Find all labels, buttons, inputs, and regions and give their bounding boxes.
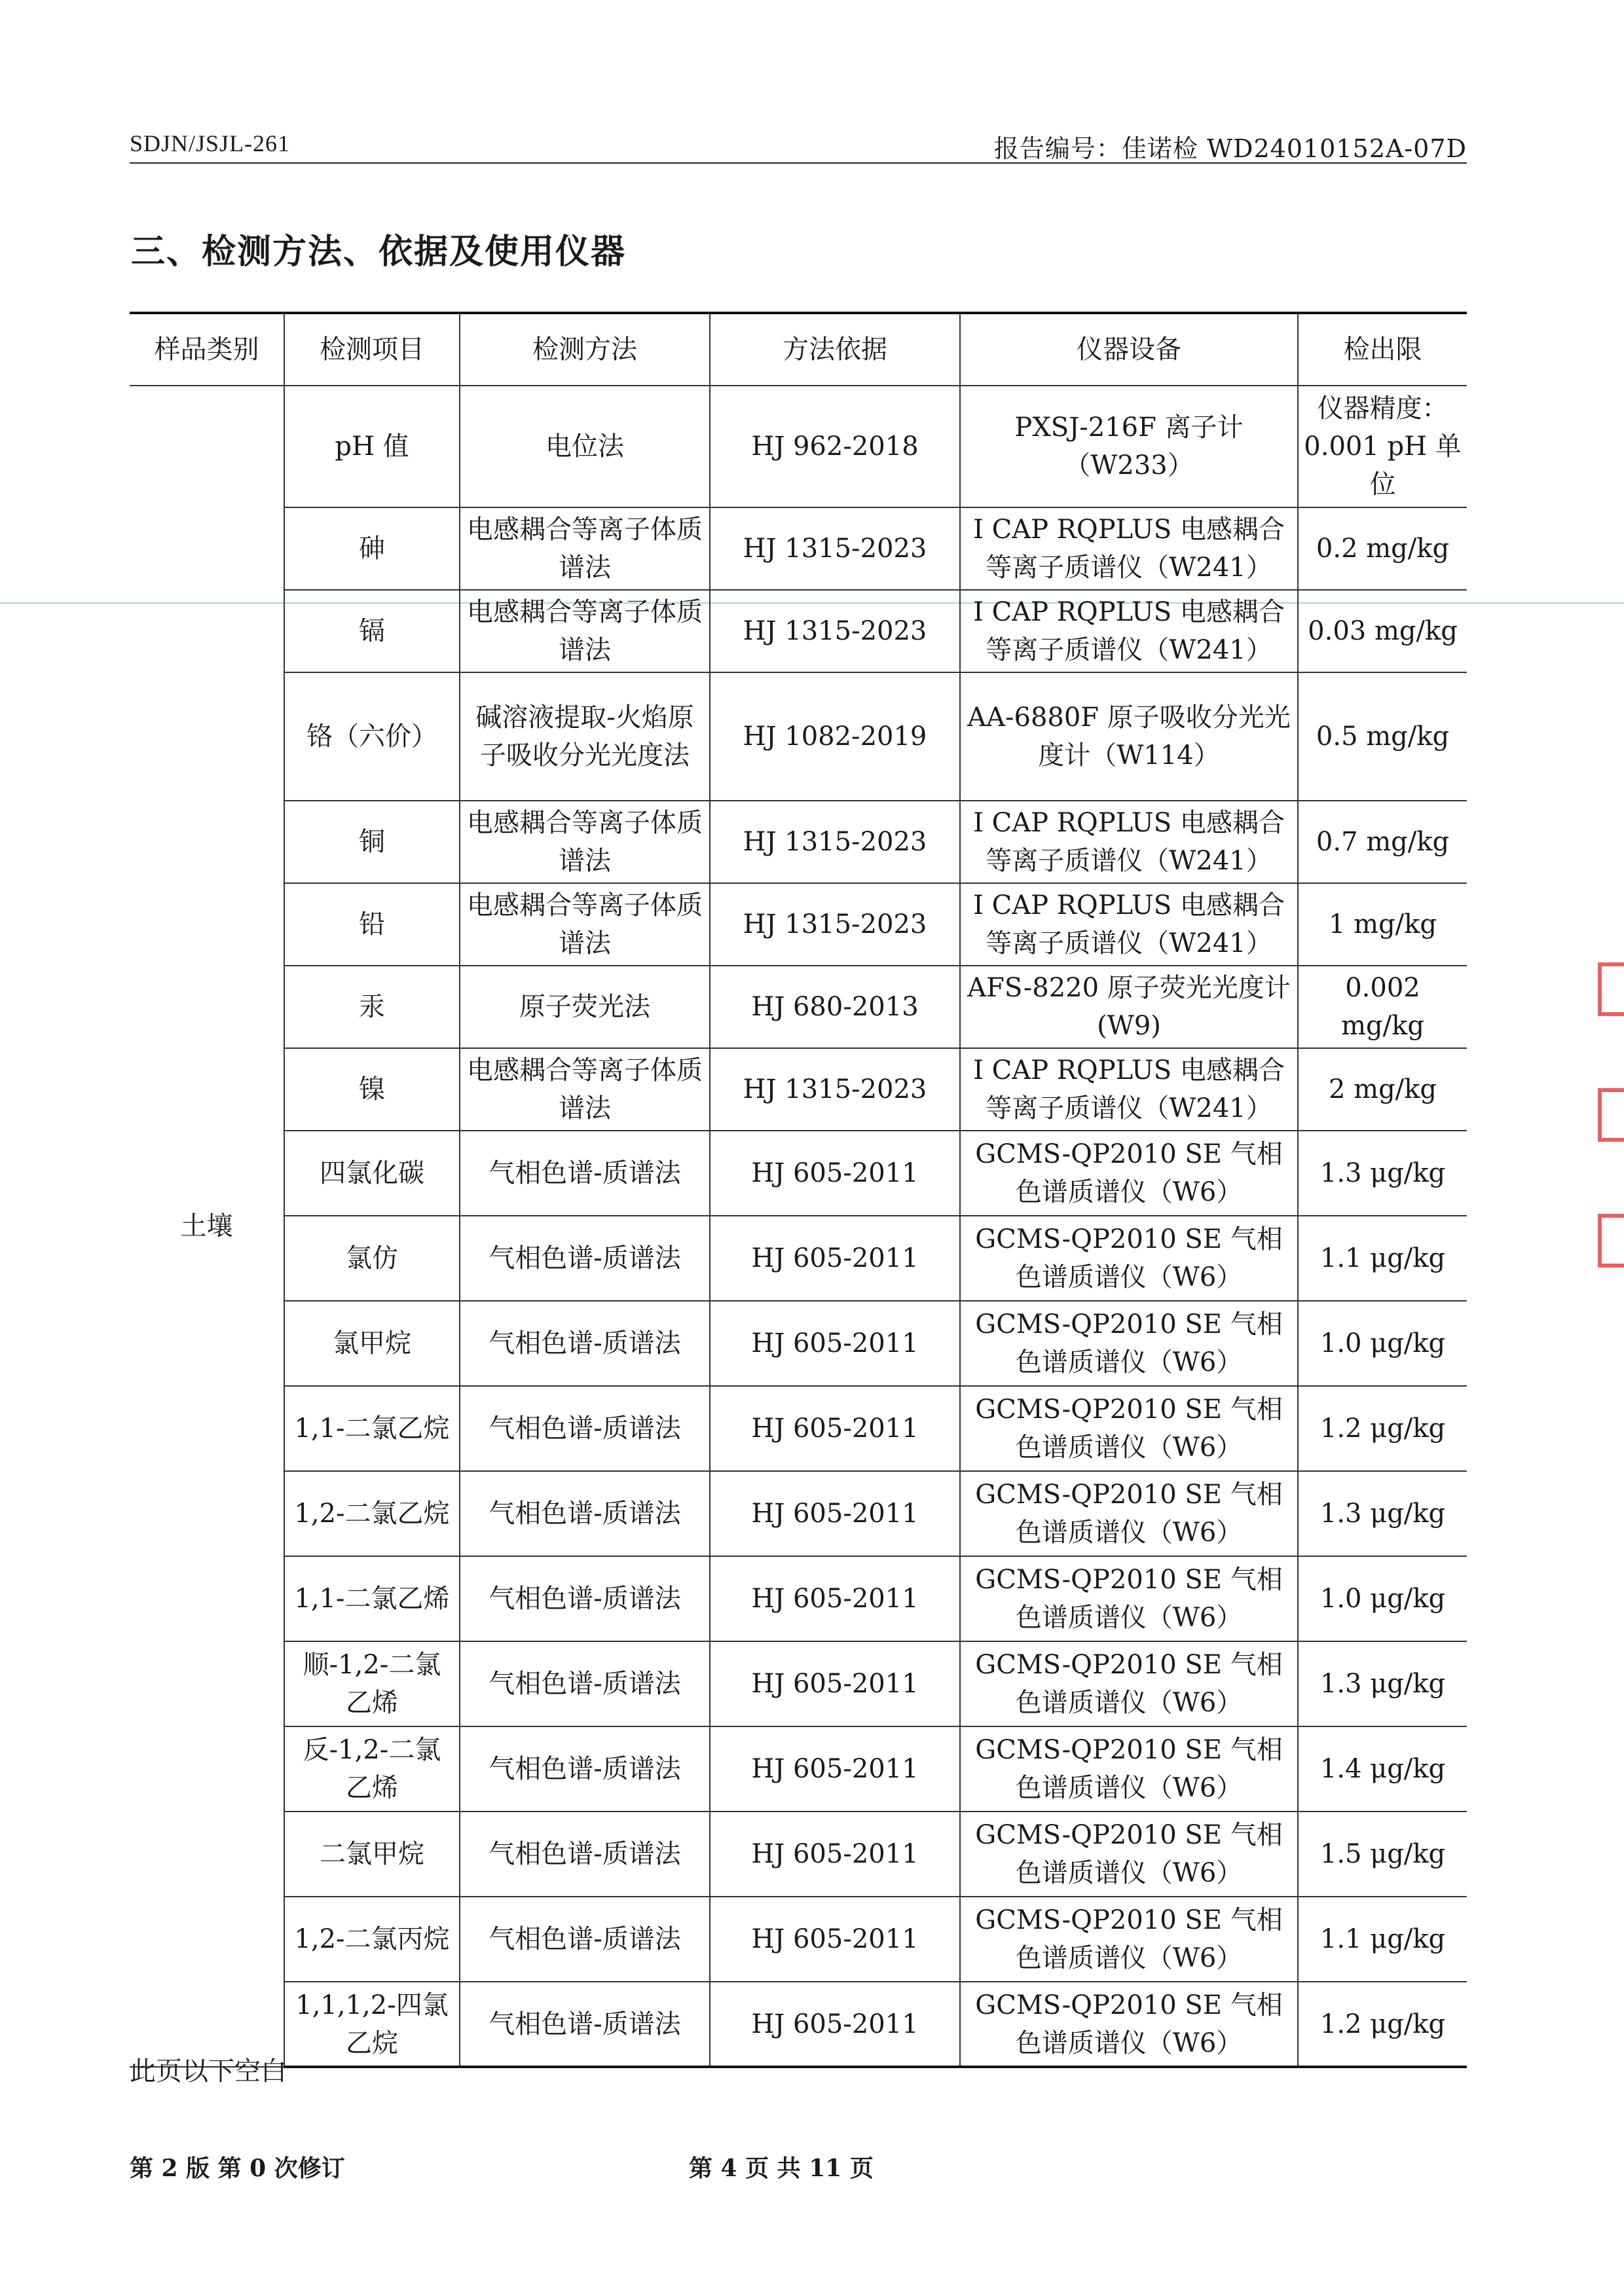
- column-header: 检出限: [1298, 313, 1467, 386]
- table-row: [130, 883, 1467, 966]
- table-row: [130, 1982, 1467, 2067]
- methods-table: [130, 312, 1467, 2068]
- instrument-cell: GCMS-QP2010 SE 气相色谱质谱仪（W6）: [960, 1812, 1298, 1897]
- basis-cell: HJ 605-2011: [710, 1726, 960, 1812]
- item-cell: 铬（六价）: [284, 672, 460, 801]
- item-cell: 顺-1,2-二氯乙烯: [284, 1641, 460, 1726]
- method-cell: 碱溶液提取-火焰原子吸收分光光度法: [460, 672, 710, 801]
- instrument-cell: PXSJ-216F 离子计（W233）: [960, 386, 1298, 507]
- limit-cell: 1 mg/kg: [1298, 883, 1467, 966]
- instrument-cell: GCMS-QP2010 SE 气相色谱质谱仪（W6）: [960, 1216, 1298, 1301]
- item-cell: pH 值: [284, 386, 460, 507]
- basis-cell: HJ 1315-2023: [710, 590, 960, 672]
- limit-cell: 1.2 μg/kg: [1298, 1386, 1467, 1471]
- table-row: [130, 1386, 1467, 1471]
- instrument-cell: GCMS-QP2010 SE 气相色谱质谱仪（W6）: [960, 1982, 1298, 2067]
- method-cell: 气相色谱-质谱法: [460, 1641, 710, 1726]
- item-cell: 二氯甲烷: [284, 1812, 460, 1897]
- table-row: [130, 1131, 1467, 1216]
- item-cell: 氯仿: [284, 1216, 460, 1301]
- instrument-cell: GCMS-QP2010 SE 气相色谱质谱仪（W6）: [960, 1897, 1298, 1982]
- basis-cell: HJ 962-2018: [710, 386, 960, 507]
- limit-cell: 仪器精度：0.001 pH 单位: [1298, 386, 1467, 507]
- item-cell: 1,2-二氯乙烷: [284, 1471, 460, 1556]
- instrument-cell: GCMS-QP2010 SE 气相色谱质谱仪（W6）: [960, 1641, 1298, 1726]
- item-cell: 镉: [284, 590, 460, 672]
- basis-cell: HJ 605-2011: [710, 1301, 960, 1386]
- instrument-cell: I CAP RQPLUS 电感耦合等离子质谱仪（W241）: [960, 801, 1298, 883]
- method-cell: 气相色谱-质谱法: [460, 1471, 710, 1556]
- limit-cell: 1.3 μg/kg: [1298, 1641, 1467, 1726]
- method-cell: 电感耦合等离子体质谱法: [460, 507, 710, 590]
- item-cell: 铜: [284, 801, 460, 883]
- table-row: [130, 672, 1467, 801]
- table-header-row: [130, 313, 1467, 386]
- basis-cell: HJ 1315-2023: [710, 801, 960, 883]
- method-cell: 电感耦合等离子体质谱法: [460, 590, 710, 672]
- method-cell: 气相色谱-质谱法: [460, 1301, 710, 1386]
- table-row: [130, 1726, 1467, 1812]
- instrument-cell: GCMS-QP2010 SE 气相色谱质谱仪（W6）: [960, 1556, 1298, 1641]
- basis-cell: HJ 1315-2023: [710, 507, 960, 590]
- table-row: [130, 1048, 1467, 1131]
- limit-cell: 1.3 μg/kg: [1298, 1471, 1467, 1556]
- header-divider: [130, 162, 1467, 164]
- item-cell: 汞: [284, 966, 460, 1048]
- table-row: [130, 801, 1467, 883]
- table-row: [130, 590, 1467, 672]
- item-cell: 砷: [284, 507, 460, 590]
- column-header: 样品类别: [130, 313, 284, 386]
- limit-cell: 1.1 μg/kg: [1298, 1216, 1467, 1301]
- method-cell: 电位法: [460, 386, 710, 507]
- basis-cell: HJ 605-2011: [710, 1556, 960, 1641]
- method-cell: 气相色谱-质谱法: [460, 1726, 710, 1812]
- basis-cell: HJ 605-2011: [710, 1471, 960, 1556]
- column-header: 检测项目: [284, 313, 460, 386]
- basis-cell: HJ 680-2013: [710, 966, 960, 1048]
- section-title: 三、检测方法、依据及使用仪器: [131, 232, 627, 272]
- method-cell: 电感耦合等离子体质谱法: [460, 1048, 710, 1131]
- limit-cell: 1.0 μg/kg: [1298, 1556, 1467, 1641]
- limit-cell: 2 mg/kg: [1298, 1048, 1467, 1131]
- limit-cell: 0.2 mg/kg: [1298, 507, 1467, 590]
- method-cell: 气相色谱-质谱法: [460, 1556, 710, 1641]
- basis-cell: HJ 1315-2023: [710, 883, 960, 966]
- limit-cell: 0.002 mg/kg: [1298, 966, 1467, 1048]
- blank-page-note: 此页以下空白: [130, 2056, 287, 2086]
- instrument-cell: GCMS-QP2010 SE 气相色谱质谱仪（W6）: [960, 1726, 1298, 1812]
- table-row: [130, 507, 1467, 590]
- basis-cell: HJ 1315-2023: [710, 1048, 960, 1131]
- revision-note: 第 2 版 第 0 次修订: [130, 2155, 345, 2182]
- table-row: [130, 966, 1467, 1048]
- limit-cell: 1.2 μg/kg: [1298, 1982, 1467, 2067]
- report-number: 报告编号：佳诺检 WD24010152A-07D: [993, 134, 1467, 163]
- table-row: [130, 1897, 1467, 1982]
- table-row: [130, 386, 1467, 507]
- table-row: [130, 1556, 1467, 1641]
- table-row: [130, 1216, 1467, 1301]
- item-cell: 1,1-二氯乙烯: [284, 1556, 460, 1641]
- method-cell: 气相色谱-质谱法: [460, 1982, 710, 2067]
- table-row: [130, 1641, 1467, 1726]
- basis-cell: HJ 605-2011: [710, 1897, 960, 1982]
- limit-cell: 1.4 μg/kg: [1298, 1726, 1467, 1812]
- column-header: 方法依据: [710, 313, 960, 386]
- item-cell: 铅: [284, 883, 460, 966]
- limit-cell: 1.1 μg/kg: [1298, 1897, 1467, 1982]
- method-cell: 气相色谱-质谱法: [460, 1386, 710, 1471]
- item-cell: 1,1,1,2-四氯乙烷: [284, 1982, 460, 2067]
- basis-cell: HJ 605-2011: [710, 1216, 960, 1301]
- sample-category-cell: 土壤: [130, 386, 284, 2067]
- basis-cell: HJ 605-2011: [710, 1982, 960, 2067]
- item-cell: 四氯化碳: [284, 1131, 460, 1216]
- item-cell: 1,2-二氯丙烷: [284, 1897, 460, 1982]
- table-row: [130, 1301, 1467, 1386]
- instrument-cell: AA-6880F 原子吸收分光光度计（W114）: [960, 672, 1298, 801]
- instrument-cell: GCMS-QP2010 SE 气相色谱质谱仪（W6）: [960, 1131, 1298, 1216]
- column-header: 检测方法: [460, 313, 710, 386]
- table-row: [130, 1812, 1467, 1897]
- item-cell: 镍: [284, 1048, 460, 1131]
- method-cell: 电感耦合等离子体质谱法: [460, 883, 710, 966]
- instrument-cell: I CAP RQPLUS 电感耦合等离子质谱仪（W241）: [960, 507, 1298, 590]
- limit-cell: 1.0 μg/kg: [1298, 1301, 1467, 1386]
- basis-cell: HJ 605-2011: [710, 1641, 960, 1726]
- table-row: [130, 1471, 1467, 1556]
- item-cell: 反-1,2-二氯乙烯: [284, 1726, 460, 1812]
- item-cell: 氯甲烷: [284, 1301, 460, 1386]
- method-cell: 气相色谱-质谱法: [460, 1131, 710, 1216]
- limit-cell: 1.3 μg/kg: [1298, 1131, 1467, 1216]
- column-header: 仪器设备: [960, 313, 1298, 386]
- method-cell: 气相色谱-质谱法: [460, 1216, 710, 1301]
- basis-cell: HJ 1082-2019: [710, 672, 960, 801]
- limit-cell: 0.5 mg/kg: [1298, 672, 1467, 801]
- item-cell: 1,1-二氯乙烷: [284, 1386, 460, 1471]
- instrument-cell: GCMS-QP2010 SE 气相色谱质谱仪（W6）: [960, 1471, 1298, 1556]
- method-cell: 原子荧光法: [460, 966, 710, 1048]
- instrument-cell: AFS-8220 原子荧光光度计(W9): [960, 966, 1298, 1048]
- seal-stamp-icon: [1585, 962, 1624, 1303]
- instrument-cell: I CAP RQPLUS 电感耦合等离子质谱仪（W241）: [960, 590, 1298, 672]
- limit-cell: 0.03 mg/kg: [1298, 590, 1467, 672]
- method-cell: 气相色谱-质谱法: [460, 1812, 710, 1897]
- basis-cell: HJ 605-2011: [710, 1386, 960, 1471]
- limit-cell: 0.7 mg/kg: [1298, 801, 1467, 883]
- table-body: [130, 386, 1467, 2067]
- page-number: 第 4 页 共 11 页: [689, 2155, 874, 2182]
- method-cell: 电感耦合等离子体质谱法: [460, 801, 710, 883]
- method-cell: 气相色谱-质谱法: [460, 1897, 710, 1982]
- instrument-cell: I CAP RQPLUS 电感耦合等离子质谱仪（W241）: [960, 1048, 1298, 1131]
- instrument-cell: GCMS-QP2010 SE 气相色谱质谱仪（W6）: [960, 1386, 1298, 1471]
- basis-cell: HJ 605-2011: [710, 1131, 960, 1216]
- limit-cell: 1.5 μg/kg: [1298, 1812, 1467, 1897]
- instrument-cell: I CAP RQPLUS 电感耦合等离子质谱仪（W241）: [960, 883, 1298, 966]
- basis-cell: HJ 605-2011: [710, 1812, 960, 1897]
- document-code: SDJN/JSJL-261: [130, 130, 291, 156]
- instrument-cell: GCMS-QP2010 SE 气相色谱质谱仪（W6）: [960, 1301, 1298, 1386]
